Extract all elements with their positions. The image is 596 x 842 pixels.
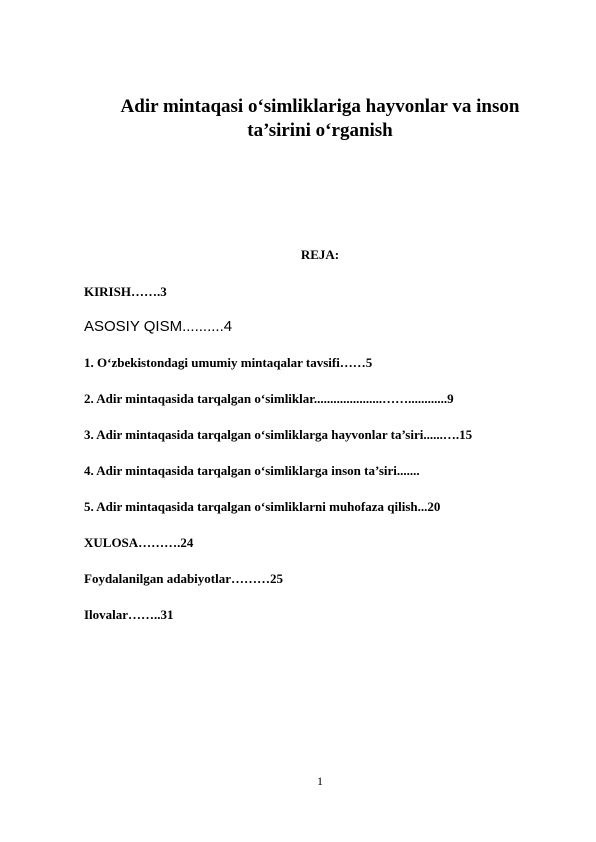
toc-item-3: 3. Adir mintaqasida tarqalgan o‘simliklarga hayvonlar ta’siri......….15 xyxy=(84,427,473,442)
toc-item-asosiy-qism: ASOSIY QISM..........4 xyxy=(84,318,233,335)
toc-item-ilovalar: Ilovalar……..31 xyxy=(84,607,174,622)
toc-item-4: 4. Adir mintaqasida tarqalgan o‘simliklarga inson ta’siri....... xyxy=(84,463,420,478)
title-line-2: ta’sirini o‘rganish xyxy=(247,120,393,141)
toc-item-xulosa: XULOSA……….24 xyxy=(84,535,194,550)
title-line-1: Adir mintaqasi o‘simliklariga hayvonlar va inson xyxy=(120,96,520,117)
toc-item-1: 1. O‘zbekistondagi umumiy mintaqalar tavsifi……5 xyxy=(84,355,373,370)
toc-item-kirish: KIRISH…….3 xyxy=(84,284,167,299)
document-title xyxy=(60,95,580,143)
plan-heading: REJA: xyxy=(300,247,340,262)
toc-item-2: 2. Adir mintaqasida tarqalgan o‘simliklar.....................……............9 xyxy=(84,391,454,406)
toc-item-adabiyotlar: Foydalanilgan adabiyotlar………25 xyxy=(84,571,283,586)
toc-item-5: 5. Adir mintaqasida tarqalgan o‘simliklarni muhofaza qilish...20 xyxy=(84,499,441,514)
page-number: 1 xyxy=(317,774,323,788)
